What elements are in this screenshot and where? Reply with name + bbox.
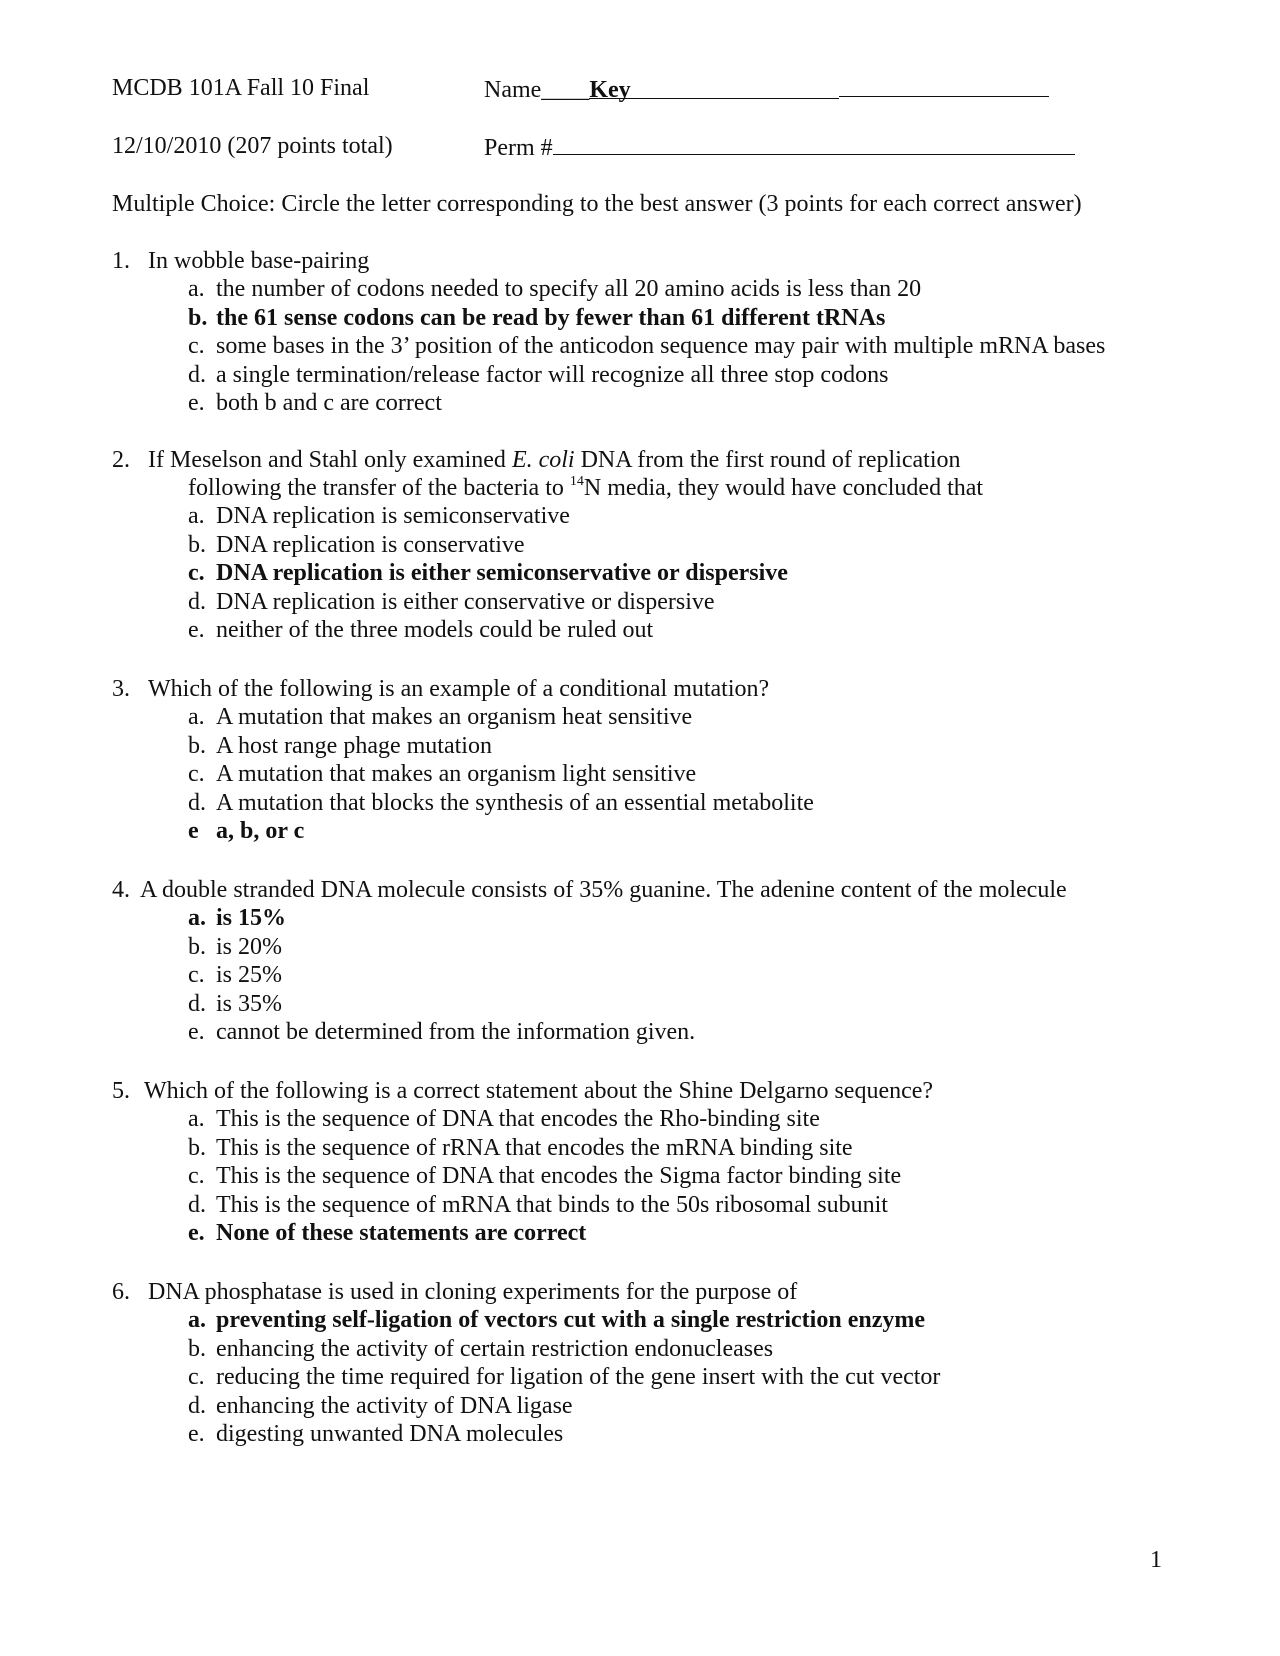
option-c-correct: c. DNA replication is either semiconservative or dispersive [188,560,788,587]
option-d: d. This is the sequence of mRNA that binds to the 50s ribosomal subunit [188,1191,888,1218]
instructions: Multiple Choice: Circle the letter corresponding to the best answer (3 points for each correct answer) [112,191,1082,217]
question-1 [112,247,1105,418]
question-number: 4. [112,877,130,903]
option-a: a. the number of codons needed to specify all 20 amino acids is less than 20 [188,276,922,302]
question-text: DNA phosphatase is used in cloning experiments for the purpose of [148,1279,798,1305]
option-c: c. is 25% [188,962,282,989]
option-b: b. DNA replication is conservative [188,531,525,558]
option-b: b. is 20% [188,933,282,960]
question-text: Which of the following is a correct statement about the Shine Delgarno sequence? [144,1078,934,1104]
name-label: Name____ [484,77,590,103]
option-b: b. enhancing the activity of certain restriction endonucleases [188,1335,774,1362]
perm-field [484,132,1075,162]
question-number: 1. [112,248,130,274]
name-blank [839,74,1049,97]
option-d: d. enhancing the activity of DNA ligase [188,1392,573,1419]
option-e: e. cannot be determined from the information given. [188,1019,696,1046]
question-text: Which of the following is an example of a conditional mutation? [148,676,770,702]
option-e: e. neither of the three models could be ruled out [188,617,654,644]
option-b: b. A host range phage mutation [188,732,492,759]
option-a: a. A mutation that makes an organism heat sensitive [188,704,693,730]
question-number: 6. [112,1279,130,1305]
option-c: c. This is the sequence of DNA that encodes the Sigma factor binding site [188,1163,902,1190]
option-c: c. reducing the time required for ligation of the gene insert with the cut vector [188,1364,941,1391]
option-e: e. both b and c are correct [188,390,442,417]
option-d: d. A mutation that blocks the synthesis of an essential metabolite [188,789,814,816]
exam-date: 12/10/2010 (207 points total) [112,133,393,159]
option-e-correct: e a, b, or c [188,818,305,845]
option-b-correct: b. the 61 sense codons can be read by fewer than 61 different tRNAs [188,304,886,331]
option-d: d. is 35% [188,990,282,1017]
page-number: 1 [1150,1547,1162,1573]
option-c: c. some bases in the 3’ position of the anticodon sequence may pair with multiple mRNA bases [188,333,1106,360]
species-name: E. coli [511,447,575,473]
option-e-correct: e. None of these statements are correct [188,1220,587,1247]
isotope-superscript: 14 [569,474,584,489]
question-6 [112,1278,940,1449]
question-text: In wobble base-pairing [148,248,370,274]
question-text: A double stranded DNA molecule consists of 35% guanine. The adenine content of the molecule [140,877,1067,903]
option-a: a. DNA replication is semiconservative [188,503,570,529]
course-title: MCDB 101A Fall 10 Final [112,75,370,101]
question-number: 3. [112,676,130,702]
question-5 [112,1077,933,1248]
option-b: b. This is the sequence of rRNA that encodes the mRNA binding site [188,1134,853,1161]
question-number: 2. [112,447,130,473]
question-2: 2. If Meselson and Stahl only examined E. coli DNA from the first round of replication following the transfer of the bacteria to $^{14}$N media, they would have concluded that a. DNA replication is semiconservative b. DNA replication is conservative c. DNA replication is either semiconservative or dispersive d. DNA replication is either conservative or dispersive e. neither of the three models could be ruled out [112,447,984,644]
question-4 [112,876,1067,1047]
option-e: e. digesting unwanted DNA molecules [188,1421,564,1448]
perm-label: Perm # [484,135,553,161]
option-d: d. DNA replication is either conservative or dispersive [188,588,715,615]
option-a-correct: a. is 15% [188,905,287,931]
option-c: c. A mutation that makes an organism light sensitive [188,761,697,788]
question-3 [112,675,814,846]
option-a-correct: a. preventing self-ligation of vectors cut with a single restriction enzyme [188,1307,925,1333]
option-a: a. This is the sequence of DNA that encodes the Rho-binding site [188,1106,820,1132]
name-field [484,74,1049,104]
question-number: 5. [112,1078,130,1104]
perm-blank [553,132,1075,155]
name-value: Key [589,76,839,99]
option-d: d. a single termination/release factor will recognize all three stop codons [188,361,889,388]
